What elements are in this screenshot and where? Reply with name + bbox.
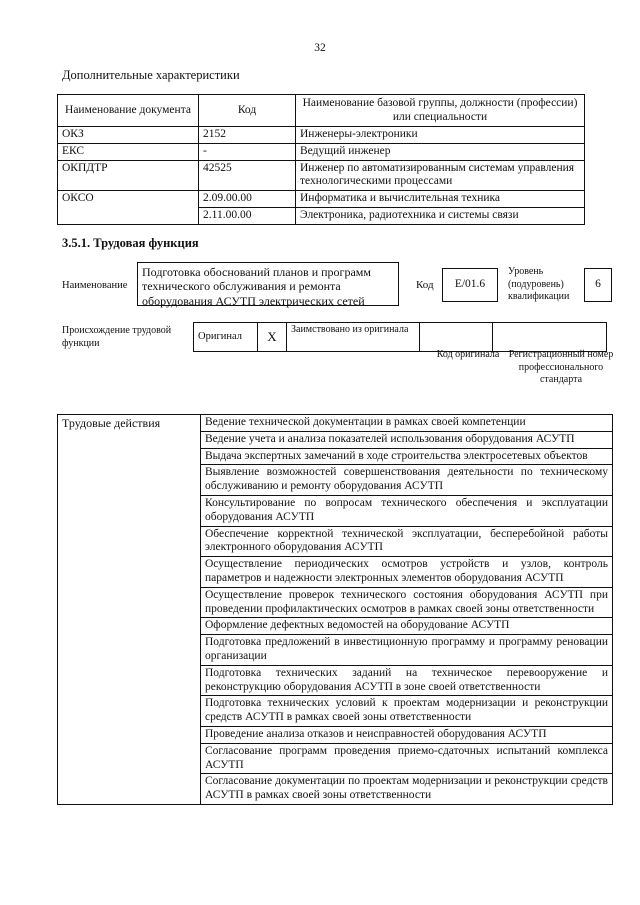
actions-table bbox=[57, 414, 613, 805]
action-item: Согласование документации по проектам модернизации и реконструкции средств АСУТП в рамках своей зоны ответственности bbox=[201, 774, 613, 805]
additional-table bbox=[57, 94, 585, 225]
cell-code: 2152 bbox=[199, 127, 296, 144]
original-code-cell bbox=[420, 323, 493, 352]
header-document: Наименование документа bbox=[58, 95, 199, 127]
table-row bbox=[58, 143, 585, 160]
table-row bbox=[58, 160, 585, 191]
additional-title: Дополнительные характеристики bbox=[62, 68, 240, 82]
cell-code: 2.09.00.00 bbox=[199, 191, 296, 208]
additional-header-row bbox=[58, 95, 585, 127]
action-item: Обеспечение корректной технической эксплуатации, бесперебойной работы электронного оборудования АСУТП bbox=[201, 526, 613, 557]
actions-label: Трудовые действия bbox=[58, 415, 201, 805]
origin-label: Происхождение трудовой функции bbox=[62, 325, 172, 349]
function-title: 3.5.1. Трудовая функция bbox=[62, 236, 199, 250]
function-name: Подготовка обоснований планов и программ технического обслуживания и ремонта оборудования АСУТП электрических сетей bbox=[137, 262, 399, 306]
action-item: Согласование программ проведения приемо-сдаточных испытаний комплекса АСУТП bbox=[201, 743, 613, 774]
action-item: Ведение технической документации в рамках своей компетенции bbox=[201, 415, 613, 432]
name-label: Наименование bbox=[62, 280, 128, 291]
action-item: Выявление возможностей совершенствования деятельности по техническому обслуживанию и ремонту оборудования АСУТП bbox=[201, 465, 613, 496]
level-label: Уровень (подуровень) квалификации bbox=[508, 266, 570, 302]
reg-number-cell bbox=[493, 323, 607, 352]
header-code: Код bbox=[199, 95, 296, 127]
table-row bbox=[58, 127, 585, 144]
action-item: Подготовка технических условий к проектам модернизации и реконструкции средств АСУТП в рамках своей зоны ответственности bbox=[201, 696, 613, 727]
level-value: 6 bbox=[584, 268, 612, 302]
action-item: Выдача экспертных замечаний в ходе строительства электросетевых объектов bbox=[201, 448, 613, 465]
page-number: 32 bbox=[314, 42, 326, 54]
cell-code: - bbox=[199, 143, 296, 160]
action-item: Консультирование по вопросам технического обеспечения и эксплуатации оборудования АСУТП bbox=[201, 495, 613, 526]
cell-code: 42525 bbox=[199, 160, 296, 191]
action-item: Осуществление периодических осмотров устройств и узлов, контроль параметров и надежности электронных элементов оборудования АСУТП bbox=[201, 557, 613, 588]
cell-document: ЕКС bbox=[58, 143, 199, 160]
code-caption: Код оригинала bbox=[436, 349, 500, 360]
table-row bbox=[58, 191, 585, 208]
cell-name: Информатика и вычислительная техника bbox=[296, 191, 585, 208]
borrowed-label: Заимствовано из оригинала bbox=[287, 323, 420, 352]
original-label: Оригинал bbox=[194, 323, 258, 352]
code-label: Код bbox=[416, 279, 434, 291]
action-item: Подготовка технических заданий на техническое перевооружение и реконструкцию оборудования АСУТП в зоне своей ответственности bbox=[201, 665, 613, 696]
cell-name: Ведущий инженер bbox=[296, 143, 585, 160]
function-code: E/01.6 bbox=[442, 268, 498, 302]
cell-document: ОКЗ bbox=[58, 127, 199, 144]
reg-caption: Регистрационный номер профессионального стандарта bbox=[508, 349, 614, 385]
action-item: Оформление дефектных ведомостей на оборудование АСУТП bbox=[201, 618, 613, 635]
origin-table bbox=[193, 322, 607, 352]
action-item: Ведение учета и анализа показателей использования оборудования АСУТП bbox=[201, 431, 613, 448]
original-mark: X bbox=[258, 323, 287, 352]
cell-name: Инженеры-электроники bbox=[296, 127, 585, 144]
cell-document: ОКПДТР bbox=[58, 160, 199, 191]
cell-document: ОКСО bbox=[58, 191, 199, 225]
table-row bbox=[58, 415, 613, 432]
header-name: Наименование базовой группы, должности (профессии) или специальности bbox=[296, 95, 585, 127]
action-item: Осуществление проверок технического состояния оборудования АСУТП при проведении профилактических осмотров в рамках своей зоны ответственности bbox=[201, 587, 613, 618]
action-item: Проведение анализа отказов и неисправностей оборудования АСУТП bbox=[201, 726, 613, 743]
cell-name: Инженер по автоматизированным системам управления технологическими процессами bbox=[296, 160, 585, 191]
cell-code: 2.11.00.00 bbox=[199, 207, 296, 224]
cell-name: Электроника, радиотехника и системы связи bbox=[296, 207, 585, 224]
action-item: Подготовка предложений в инвестиционную программу и программу реновации организации bbox=[201, 635, 613, 666]
